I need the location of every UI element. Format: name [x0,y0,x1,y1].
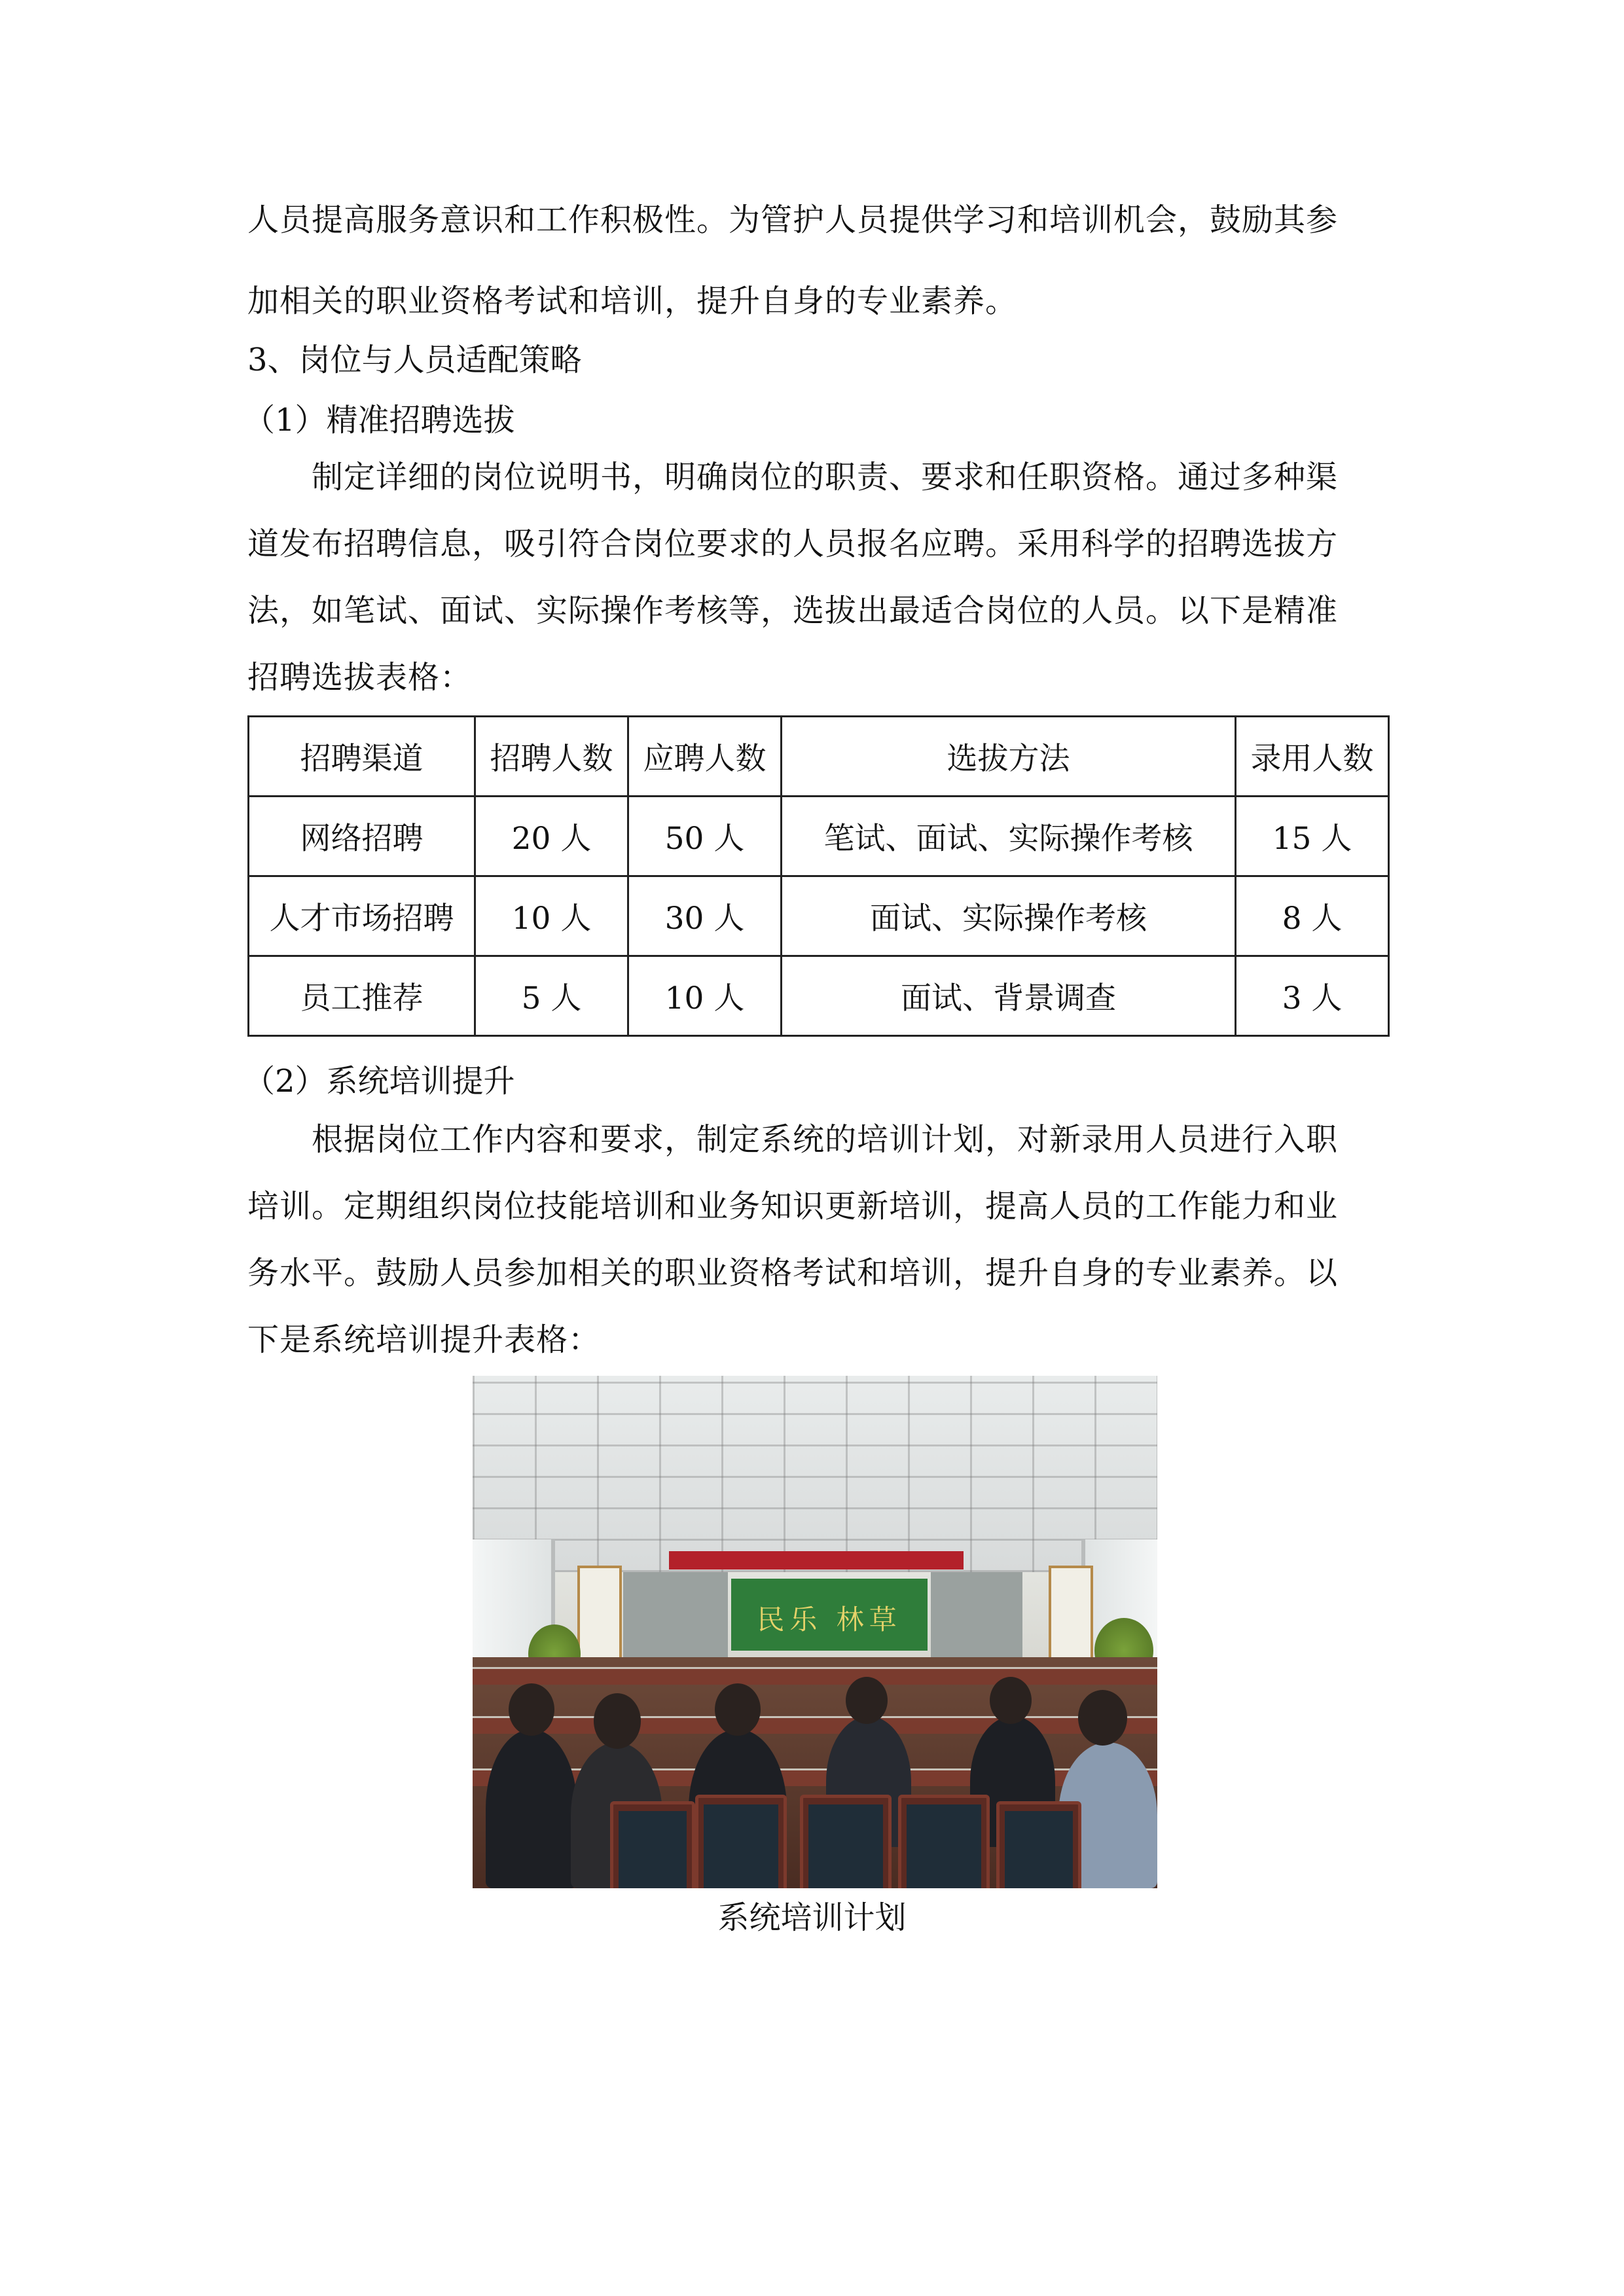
photo-ceiling [473,1376,1157,1572]
table-header-cell: 录用人数 [1236,717,1389,797]
table-cell: 8 人 [1236,876,1389,956]
photo-wall-panel [623,1572,728,1657]
photo-attendee-head [594,1693,641,1749]
photo-wall-panel [931,1572,1022,1657]
photo-attendee-head [509,1683,554,1736]
table-row [249,956,1389,1036]
photo-stage-text: 民乐 林草 [757,1604,902,1636]
table-cell: 面试、背景调查 [782,956,1236,1036]
photo-stage-backdrop [731,1579,928,1651]
paragraph-line: 根据岗位工作内容和要求，制定系统的培训计划，对新录用人员进行入职 [312,1121,1339,1158]
training-session-photo [473,1376,1157,1888]
subsection-heading-recruitment: （1）精准招聘选拔 [244,402,515,439]
photo-attendee [486,1729,577,1888]
table-cell: 面试、实际操作考核 [782,876,1236,956]
table-cell: 笔试、面试、实际操作考核 [782,797,1236,876]
paragraph-line: 招聘选拔表格： [247,659,473,696]
subsection-heading-training: （2）系统培训提升 [244,1063,515,1100]
table-cell: 人才市场招聘 [249,876,475,956]
table-header-cell: 招聘渠道 [249,717,475,797]
table-row [249,876,1389,956]
paragraph-line: 务水平。鼓励人员参加相关的职业资格考试和培训，提升自身的专业素养。以 [247,1255,1339,1291]
table-header-cell: 选拔方法 [782,717,1236,797]
photo-attendee-head [715,1683,761,1736]
table-cell: 50 人 [628,797,782,876]
photo-chair [610,1801,695,1888]
recruitment-table [247,715,1390,1037]
photo-attendee-head [990,1677,1032,1724]
paragraph-line: 道发布招聘信息，吸引符合岗位要求的人员报名应聘。采用科学的招聘选拔方 [247,526,1339,562]
paragraph-continuation [247,179,1386,342]
paragraph-line: 制定详细的岗位说明书，明确岗位的职责、要求和任职资格。通过多种渠 [312,459,1339,495]
paragraph-recruitment [247,444,1386,711]
table-cell: 员工推荐 [249,956,475,1036]
photo-attendee-head [1078,1690,1127,1746]
paragraph-line: 加相关的职业资格考试和培训，提升自身的专业素养。 [247,283,1018,319]
paragraph-line: 人员提高服务意识和工作积极性。为管护人员提供学习和培训机会，鼓励其参 [247,202,1339,238]
table-header-cell: 应聘人数 [628,717,782,797]
paragraph-line: 下是系统培训提升表格： [247,1321,601,1358]
table-header-row [249,717,1389,797]
photo-red-banner [669,1551,964,1570]
table-row [249,797,1389,876]
table-cell: 3 人 [1236,956,1389,1036]
table-cell: 10 人 [628,956,782,1036]
table-cell: 30 人 [628,876,782,956]
table-cell: 20 人 [475,797,628,876]
table-cell: 10 人 [475,876,628,956]
photo-chair [898,1795,990,1888]
paragraph-line: 培训。定期组织岗位技能培训和业务知识更新培训，提高人员的工作能力和业 [247,1188,1339,1225]
table-cell: 网络招聘 [249,797,475,876]
photo-caption: 系统培训计划 [717,1899,907,1936]
photo-chair [800,1795,892,1888]
section-heading: 3、岗位与人员适配策略 [247,342,582,378]
photo-attendee-head [846,1677,888,1724]
photo-chair [996,1801,1081,1888]
photo-chair [695,1795,787,1888]
photo-desk-row [473,1667,1157,1685]
table-cell: 15 人 [1236,797,1389,876]
paragraph-line: 法，如笔试、面试、实际操作考核等，选拔出最适合岗位的人员。以下是精准 [247,592,1339,629]
table-cell: 5 人 [475,956,628,1036]
paragraph-training [247,1106,1386,1373]
photo-desk-row [473,1716,1157,1734]
table-header-cell: 招聘人数 [475,717,628,797]
